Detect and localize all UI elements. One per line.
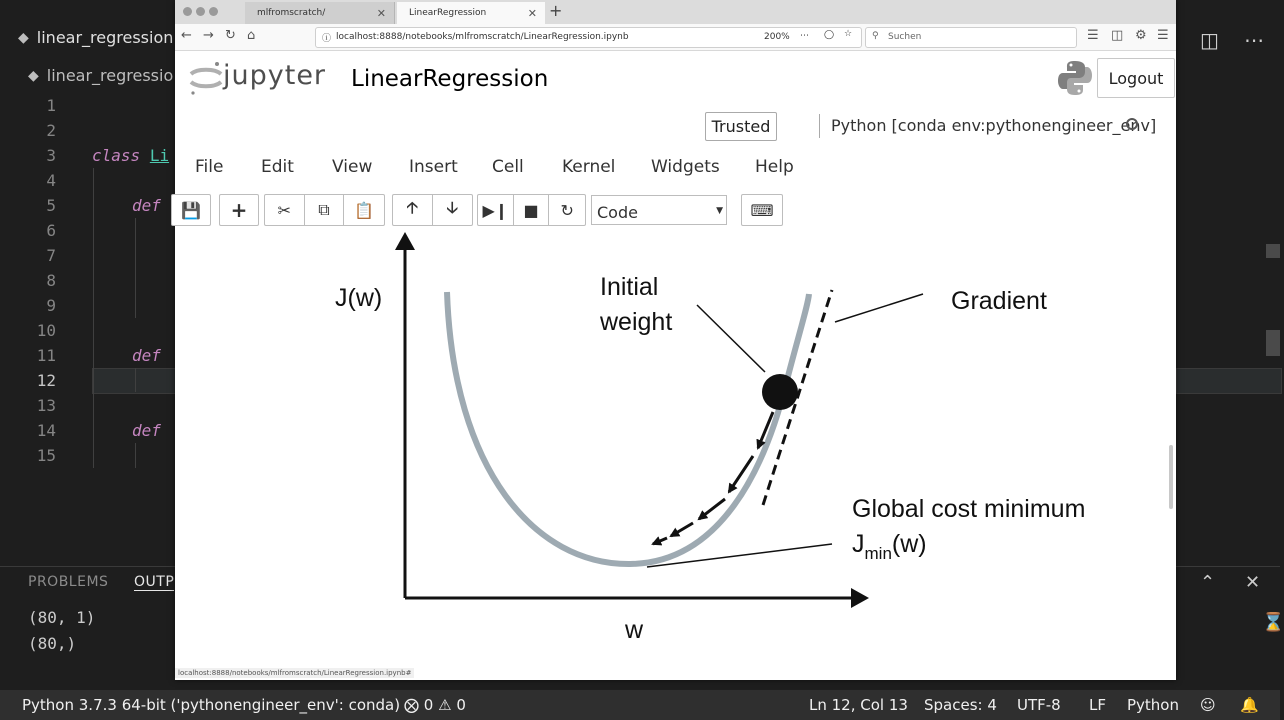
x-axis-label: w: [625, 616, 644, 644]
descent-step-arrow: [671, 523, 693, 536]
cell-type-value: Code: [597, 203, 638, 222]
error-count: 0: [423, 696, 434, 714]
python-file-icon: ◆: [18, 29, 29, 46]
menu-cell[interactable]: Cell: [492, 157, 524, 177]
info-icon[interactable]: ⓘ: [322, 34, 332, 44]
line-number: 12: [36, 371, 56, 390]
code-line-def[interactable]: [132, 196, 161, 215]
arrow-up-icon: 🡡: [406, 197, 418, 217]
global-minimum-label: Global cost minimum: [852, 495, 1086, 523]
indentation[interactable]: Spaces: 4: [924, 696, 997, 714]
text-cursor-icon: ⌛: [1262, 612, 1284, 633]
code-line-class[interactable]: [92, 146, 169, 165]
editor-tab-label: linear_regression: [36, 28, 174, 47]
gradient-label: Gradient: [951, 287, 1047, 315]
encoding[interactable]: UTF-8: [1017, 696, 1061, 714]
descent-step-arrow: [653, 538, 667, 544]
menu-icon[interactable]: ☰: [1157, 28, 1169, 43]
feedback-icon[interactable]: ☺: [1200, 696, 1216, 714]
browser-tab-label: LinearRegression: [409, 8, 487, 18]
bookmark-icon[interactable]: ☆: [844, 29, 853, 39]
arrow-down-icon: 🡣: [446, 197, 458, 217]
home-icon[interactable]: ⌂: [247, 28, 256, 43]
maximize-panel-icon[interactable]: ⌃: [1200, 572, 1216, 593]
jmin-subscript: min: [864, 544, 892, 563]
copy-icon: ⧉: [318, 200, 330, 219]
new-tab-icon[interactable]: +: [549, 1, 563, 20]
indent-guide: [135, 218, 136, 318]
indent-guide: [93, 168, 94, 468]
line-number: 14: [36, 421, 56, 440]
browser-window: [175, 0, 1176, 680]
panel-tab-problems[interactable]: PROBLEMS: [28, 574, 109, 590]
warning-count: 0: [456, 696, 466, 714]
cursor-position[interactable]: Ln 12, Col 13: [809, 696, 908, 714]
warning-icon: ⚠: [438, 696, 452, 714]
more-actions-icon[interactable]: ⋯: [1244, 28, 1264, 52]
line-number: 10: [36, 321, 56, 340]
def-keyword: def: [132, 196, 161, 215]
breadcrumb-file[interactable]: [28, 66, 173, 85]
descent-step-arrow: [699, 499, 725, 519]
breadcrumb-label: linear_regressio: [46, 66, 174, 85]
jupyter-logo-text: jupyter: [223, 60, 327, 91]
menu-widgets[interactable]: Widgets: [651, 157, 720, 177]
gradient-descent-diagram: [175, 0, 1176, 680]
close-tab-icon[interactable]: ✕: [527, 6, 537, 20]
forward-icon[interactable]: →: [203, 28, 214, 43]
close-tab-icon[interactable]: ✕: [376, 6, 386, 20]
initial-weight-label-line2: weight: [600, 308, 673, 336]
line-number: 1: [46, 96, 56, 115]
class-keyword: class: [92, 146, 141, 165]
end-of-line[interactable]: LF: [1089, 696, 1106, 714]
pocket-icon[interactable]: ◯: [824, 30, 835, 40]
paste-icon: 📋: [354, 200, 375, 220]
menu-file[interactable]: File: [195, 157, 224, 177]
menu-view[interactable]: View: [332, 157, 373, 177]
zoom-level[interactable]: 200%: [764, 32, 790, 42]
initial-weight-leader-line: [697, 305, 765, 372]
output-line: (80,): [28, 634, 77, 653]
reader-icon[interactable]: ⋯: [800, 31, 809, 41]
jmin-main: J: [852, 530, 865, 558]
line-number: 9: [46, 296, 56, 315]
x-axis-arrowhead: [851, 588, 869, 608]
gradient-leader-line: [835, 294, 923, 322]
initial-weight-label-line1: Initial: [600, 273, 659, 301]
line-number: 13: [36, 396, 56, 415]
jmin-label: [852, 530, 927, 564]
line-number: 6: [46, 221, 56, 240]
error-icon: ⨂: [404, 696, 419, 714]
page-scrollbar[interactable]: [1169, 445, 1173, 509]
initial-weight-ball: [762, 374, 798, 410]
line-number: 11: [36, 346, 56, 365]
back-icon[interactable]: ←: [181, 28, 192, 43]
indent-guide: [135, 368, 136, 392]
keyboard-icon: ⌨: [750, 200, 774, 220]
y-axis-arrowhead: [395, 232, 415, 250]
errors-indicator[interactable]: [404, 696, 466, 714]
code-line-def[interactable]: [132, 421, 161, 440]
menu-kernel[interactable]: Kernel: [562, 157, 616, 177]
line-number: 5: [46, 196, 56, 215]
current-line-highlight-right: [1176, 368, 1282, 394]
line-number: 4: [46, 171, 56, 190]
chevron-down-icon: ▼: [716, 206, 723, 216]
code-line-def[interactable]: [132, 346, 161, 365]
search-icon: ⚲: [872, 31, 879, 41]
indent-guide: [135, 443, 136, 468]
sidebar-icon[interactable]: ◫: [1111, 28, 1124, 43]
split-editor-icon[interactable]: ◫: [1200, 28, 1219, 52]
y-axis-label: J(w): [335, 284, 383, 312]
kernel-name[interactable]: Python [conda env:pythonengineer_env]: [831, 116, 1157, 135]
menu-help[interactable]: Help: [755, 157, 794, 177]
menu-insert[interactable]: Insert: [409, 157, 458, 177]
stop-icon: ■: [523, 200, 539, 220]
search-placeholder: Suchen: [888, 32, 922, 42]
def-keyword: def: [132, 421, 161, 440]
line-number: 8: [46, 271, 56, 290]
browser-status-url: localhost:8888/notebooks/mlfromscratch/LinearRegression.ipynb#: [175, 668, 414, 678]
logout-button[interactable]: Logout: [1097, 58, 1175, 98]
line-number: 2: [46, 121, 56, 140]
notebook-title[interactable]: LinearRegression: [351, 66, 549, 92]
language-mode[interactable]: Python: [1127, 696, 1179, 714]
trusted-badge[interactable]: Trusted: [705, 112, 777, 141]
save-icon: 💾: [181, 200, 201, 220]
close-panel-icon[interactable]: ✕: [1245, 572, 1261, 593]
notifications-icon[interactable]: 🔔: [1240, 696, 1259, 714]
browser-tab-label: mlfromscratch/: [257, 8, 326, 18]
line-number: 15: [36, 446, 56, 465]
menu-edit[interactable]: Edit: [261, 157, 294, 177]
line-number: 3: [46, 146, 56, 165]
python-file-icon: ◆: [28, 67, 39, 84]
scissors-icon: ✂: [277, 200, 292, 220]
reload-icon[interactable]: ↻: [225, 28, 236, 43]
restart-icon: ↻: [560, 200, 574, 220]
step-forward-icon: ▶❙: [482, 200, 509, 220]
jmin-argument: (w): [891, 530, 927, 558]
python-interpreter[interactable]: Python 3.7.3 64-bit ('pythonengineer_env': conda): [22, 696, 401, 714]
line-number: 7: [46, 246, 56, 265]
library-icon[interactable]: ☰: [1087, 28, 1099, 43]
editor-tab-linear-regression[interactable]: [18, 28, 173, 47]
panel-tab-output[interactable]: OUTP: [134, 574, 175, 590]
extensions-icon[interactable]: ⚙: [1135, 28, 1147, 43]
status-bar: [0, 690, 1280, 720]
editor-scrollbar[interactable]: [1266, 244, 1280, 258]
class-name: Li: [149, 146, 170, 165]
def-keyword: def: [132, 346, 161, 365]
editor-scrollbar[interactable]: [1266, 330, 1280, 356]
plus-icon: +: [230, 198, 248, 222]
output-line: (80, 1): [28, 608, 96, 627]
url-text: localhost:8888/notebooks/mlfromscratch/LinearRegression.ipynb: [336, 32, 629, 42]
